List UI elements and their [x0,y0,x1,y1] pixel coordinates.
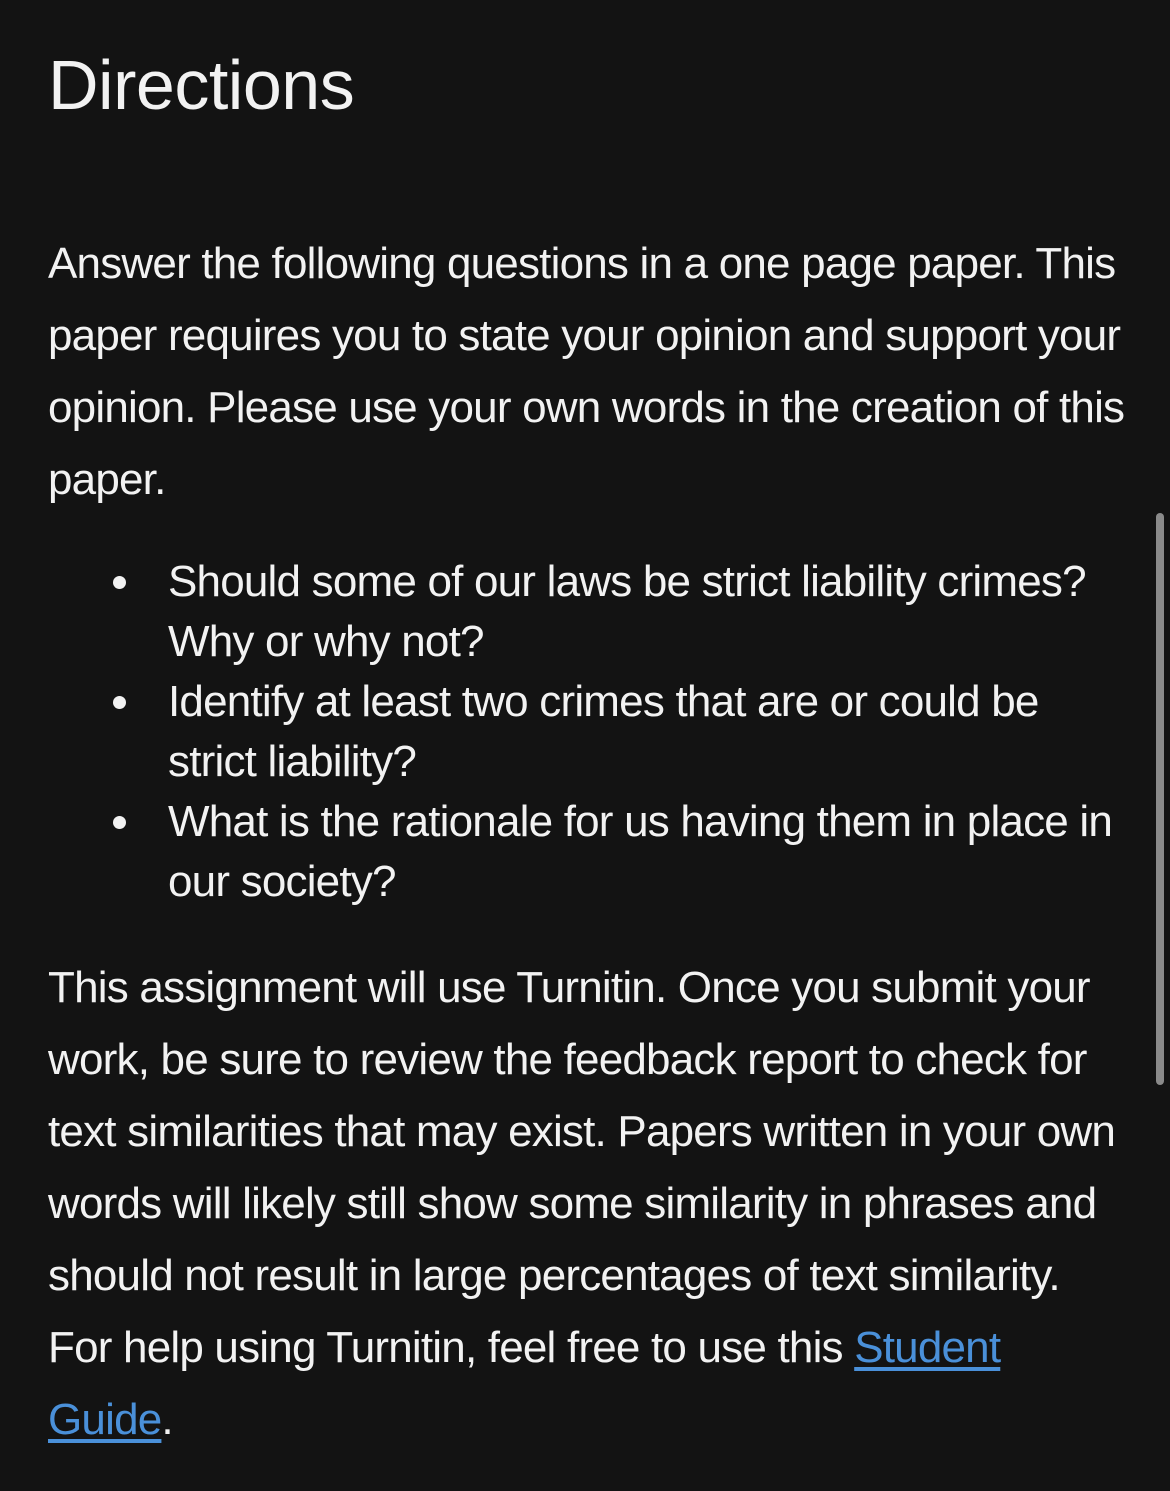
student-guide-link[interactable]: Student Guide [48,1323,1001,1444]
closing-period: . [161,1395,173,1444]
intro-paragraph: Answer the following questions in a one page paper. This paper requires you to state your opinion and support your opinion. Please use your own words in the creation of this paper. [48,239,1125,504]
question-text: Should some of our laws be strict liability crimes? Why or why not? [168,557,1086,666]
bullet-icon [113,576,126,589]
assignment-directions [48,40,1128,1456]
questions-list [48,552,1128,912]
bullet-icon [113,696,126,709]
list-item [168,792,1128,912]
closing-text: This assignment will use Turnitin. Once you submit your work, be sure to review the feedback report to check for text similarities that may exist. Papers written in your own words will likely still show some similarity in phrases and should not result in large percentages of text similarity. For help using Turnitin, feel free to use this [48,963,1116,1372]
page-title: Directions [48,46,355,124]
question-text: Identify at least two crimes that are or could be strict liability? [168,677,1039,786]
list-item [168,672,1128,792]
question-text: What is the rationale for us having them in place in our society? [168,797,1113,906]
scrollbar[interactable] [1148,0,1170,1491]
bullet-icon [113,816,126,829]
scrollbar-thumb[interactable] [1156,513,1164,1085]
closing-paragraph [48,952,1128,1456]
list-item [168,552,1128,672]
